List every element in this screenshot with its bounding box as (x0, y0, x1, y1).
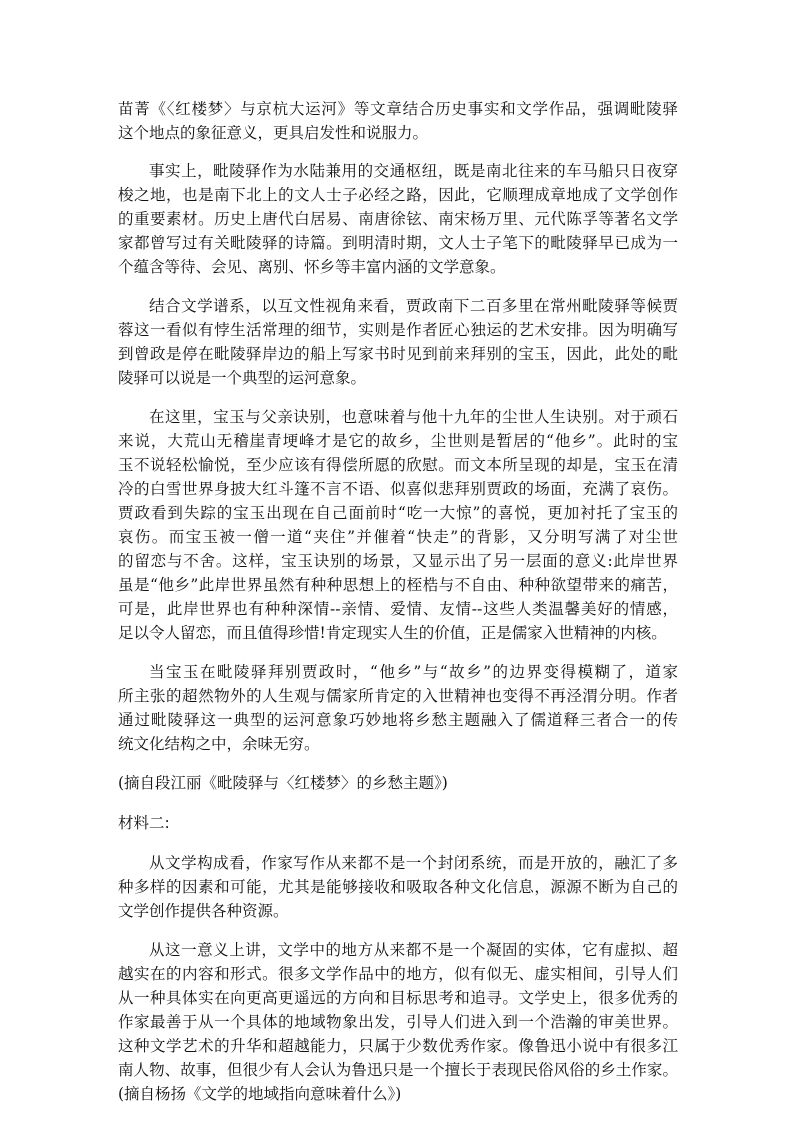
text-line: 可是，此岸世界也有种种深情--亲情、爱情、友情--这些人类温馨美好的情感， (118, 600, 678, 618)
source-citation-2: (摘自杨扬《文学的地域指向意味着什么》) (118, 1085, 402, 1103)
text-line: 越实在的内容和形式。很多文学作品中的地方，似有似无、虚实相间，引导人们 (118, 965, 678, 983)
text-line: 文学创作提供各种资源。 (118, 902, 289, 920)
text-line: 种多样的因素和可能，尤其是能够接收和吸取各种文化信息，源源不断为自己的 (118, 878, 678, 896)
text-line: 冷的白雪世界身披大红斗篷不言不语、似喜似悲拜别贾政的场面，充满了哀伤。 (118, 480, 678, 498)
text-line: 这种文学艺术的升华和超越能力，只属于少数优秀作家。像鲁迅小说中有很多江 (118, 1037, 678, 1055)
text-line: 的重要素材。历史上唐代白居易、南唐徐铉、南宋杨万里、元代陈孚等著名文学 (118, 210, 678, 228)
text-line: 从这一意义上讲，文学中的地方从来都不是一个凝固的实体，它有虚拟、超 (149, 941, 678, 959)
source-citation-1: (摘自段江丽《毗陵驿与〈红楼梦〉的乡愁主题》) (118, 774, 448, 792)
text-line: 来说，大荒山无稽崖青埂峰才是它的故乡，尘世则是暂居的“他乡”。此时的宝 (118, 432, 678, 450)
text-line: 的留恋与不舍。这样，宝玉诀别的场景，又显示出了另一层面的意义:此岸世界 (118, 552, 678, 570)
text-line: 个蕴含等待、会见、离别、怀乡等丰富内涵的文学意象。 (118, 258, 506, 276)
text-line: 从一种具体实在向更高更遥远的方向和目标思考和追寻。文学史上，很多优秀的 (118, 989, 678, 1007)
text-line: 南人物、故事，但很少有人会认为鲁迅只是一个擅长于表现民俗风俗的乡土作家。 (118, 1061, 678, 1079)
text-line: 作家最善于从一个具体的地域物象出发，引导人们进入到一个浩瀚的审美世界。 (118, 1013, 678, 1031)
text-line: 统文化结构之中，余味无穷。 (118, 735, 320, 753)
text-line: 在这里，宝玉与父亲诀别，也意味着与他十九年的尘世人生诀别。对于顽石 (149, 408, 678, 426)
text-line: 事实上，毗陵驿作为水陆兼用的交通枢纽，既是南北往来的车马船只日夜穿 (149, 162, 678, 180)
text-line: 虽是“他乡”此岸世界虽然有种种思想上的桎梏与不自由、种种欲望带来的痛苦， (118, 576, 678, 594)
text-line: 苗菁《〈红楼梦〉与京杭大运河》等文章结合历史事实和文学作品，强调毗陵驿 (118, 100, 678, 118)
material-2-heading: 材料二: (118, 814, 170, 832)
text-line: 陵驿可以说是一个典型的运河意象。 (118, 369, 367, 387)
text-line: 从文学构成看，作家写作从来都不是一个封闭系统，而是开放的，融汇了多 (149, 854, 678, 872)
text-line: 结合文学谱系，以互文性视角来看，贾政南下二百多里在常州毗陵驿等候贾 (149, 297, 678, 315)
text-line: 梭之地，也是南下北上的文人士子必经之路，因此，它顺理成章地成了文学创作 (118, 186, 678, 204)
text-line: 玉不说轻松愉悦，至少应该有得偿所愿的欣慰。而文本所呈现的却是，宝玉在清 (118, 456, 678, 474)
text-line: 所主张的超然物外的人生观与儒家所肯定的入世精神也变得不再泾渭分明。作者 (118, 687, 678, 705)
text-line: 哀伤。而宝玉被一僧一道“夹住”并催着“快走”的背影，又分明写满了对尘世 (118, 528, 678, 546)
text-line: 足以令人留恋，而且值得珍惜!肯定现实人生的价值，正是儒家入世精神的内核。 (118, 624, 667, 642)
text-line: 贾政看到失踪的宝玉出现在自己面前时“吃一大惊”的喜悦，更加衬托了宝玉的 (118, 504, 678, 522)
text-line: 到曾政是停在毗陵驿岸边的船上写家书时见到前来拜别的宝玉，因此，此处的毗 (118, 345, 678, 363)
text-line: 当宝玉在毗陵驿拜别贾政时，“他乡”与“故乡”的边界变得模糊了，道家 (149, 663, 678, 681)
text-line: 蓉这一看似有悖生活常理的细节，实则是作者匠心独运的艺术安排。因为明确写 (118, 321, 678, 339)
text-line: 这个地点的象征意义，更具启发性和说服力。 (118, 124, 429, 142)
text-line: 通过毗陵驿这一典型的运河意象巧妙地将乡愁主题融入了儒道释三者合一的传 (118, 711, 678, 729)
text-line: 家都曾写过有关毗陵驿的诗篇。到明清时期，文人士子笔下的毗陵驿早已成为一 (118, 234, 678, 252)
